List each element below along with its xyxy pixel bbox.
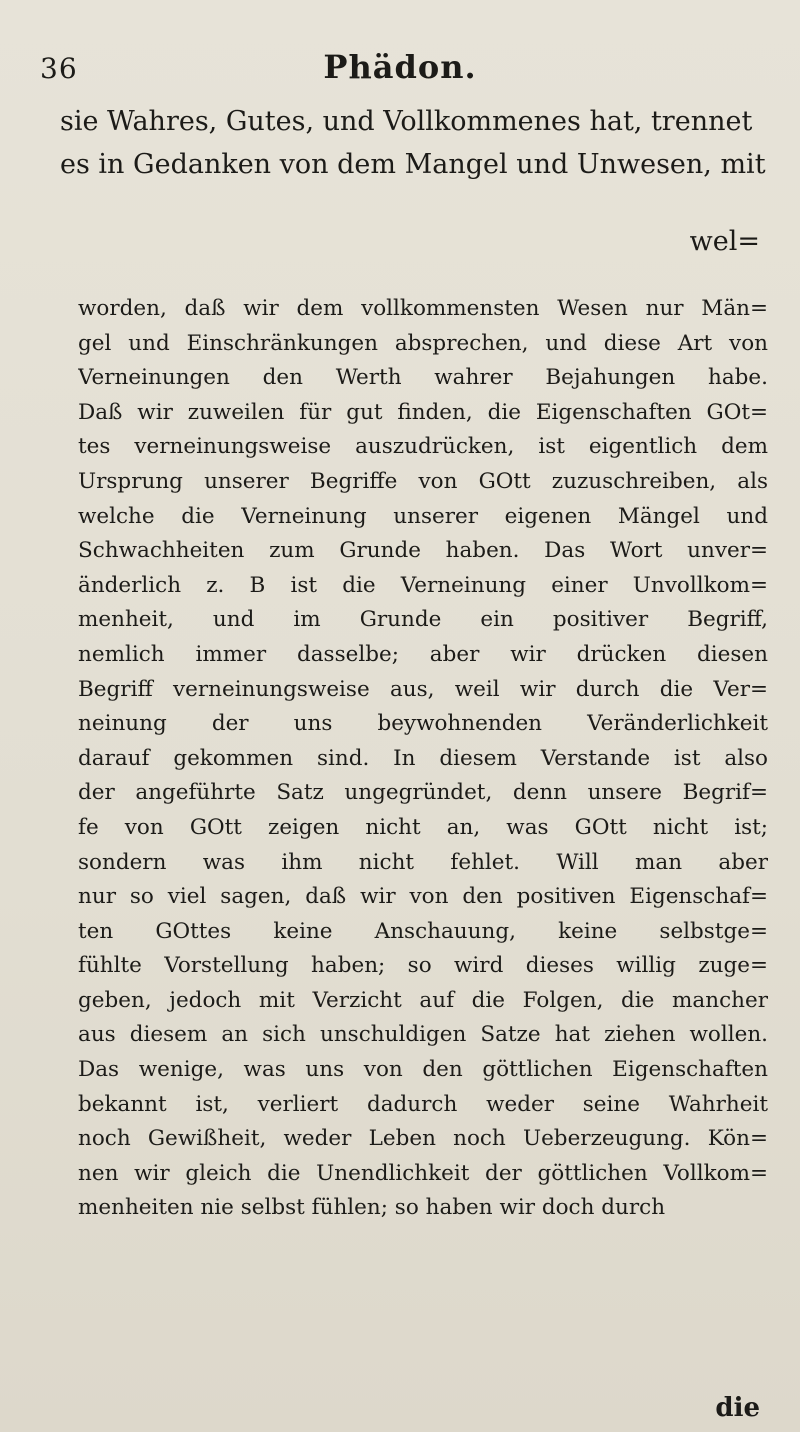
footnote-line: fühlte Vorstellung haben; so wird dieses willig zuge= xyxy=(78,953,768,979)
footnote-line: Begriff verneinungsweise aus, weil wir durch die Ver= xyxy=(78,676,768,702)
footnote-line: neinung der uns beywohnenden Veränderlichkeit xyxy=(78,711,768,737)
footnote-line: tes verneinungsweise auszudrücken, ist eigentlich dem xyxy=(78,434,768,460)
footnote-line: geben, jedoch mit Verzicht auf die Folgen, die mancher xyxy=(78,987,768,1013)
main-text xyxy=(60,100,766,186)
footnote-line: der angeführte Satz ungegründet, denn unsere Begrif= xyxy=(78,780,768,806)
page-header xyxy=(40,48,760,88)
footnote-line: Ursprung unserer Begriffe von GOtt zuzuschreiben, als xyxy=(78,468,768,494)
footnote-line: ten GOttes keine Anschauung, keine selbstge= xyxy=(78,918,768,944)
footnote-line: darauf gekommen sind. In diesem Verstande ist also xyxy=(78,745,768,771)
main-text-line: sie Wahres, Gutes, und Vollkommenes hat, trennet xyxy=(60,106,753,137)
footnote-block xyxy=(78,292,768,1226)
footnote-line: welche die Verneinung unserer eigenen Mängel und xyxy=(78,503,768,529)
catchword: wel= xyxy=(689,226,760,257)
footnote-line: nemlich immer dasselbe; aber wir drücken diesen xyxy=(78,641,768,667)
footnote-line: menheit, und im Grunde ein positiver Begriff, xyxy=(78,607,768,633)
footnote-line: menheiten nie selbst fühlen; so haben wir doch durch xyxy=(78,1195,666,1221)
footnote-line: Verneinungen den Werth wahrer Bejahungen habe. xyxy=(78,365,768,391)
footnote-line: Das wenige, was uns von den göttlichen Eigenschaften xyxy=(78,1057,768,1083)
footnote-line: aus diesem an sich unschuldigen Satze hat ziehen wollen. xyxy=(78,1022,768,1048)
footnote-line: Schwachheiten zum Grunde haben. Das Wort unver= xyxy=(78,538,768,564)
footnote-line: sondern was ihm nicht fehlet. Will man aber xyxy=(78,849,768,875)
footnote-line: worden, daß wir dem vollkommensten Wesen nur Män= xyxy=(78,296,768,321)
main-text-line: es in Gedanken von dem Mangel und Unwesen, mit xyxy=(60,149,766,180)
page-number: 36 xyxy=(40,52,78,85)
footnote-line: änderlich z. B ist die Verneinung einer Unvollkom= xyxy=(78,572,768,598)
footnote-line: nur so viel sagen, daß wir von den positiven Eigenschaf= xyxy=(78,884,768,910)
footnote-line: Daß wir zuweilen für gut finden, die Eigenschaften GOt= xyxy=(78,399,768,425)
footnote-line: bekannt ist, verliert dadurch weder seine Wahrheit xyxy=(78,1091,768,1117)
bottom-catchword: die xyxy=(715,1393,760,1423)
footnote-line: nen wir gleich die Unendlichkeit der göttlichen Vollkom= xyxy=(78,1160,768,1186)
footnote-line: noch Gewißheit, weder Leben noch Ueberzeugung. Kön= xyxy=(78,1126,768,1152)
footnote-line: gel und Einschränkungen absprechen, und diese Art von xyxy=(78,330,768,356)
running-head: Phädon. xyxy=(323,48,477,86)
footnote-line: fe von GOtt zeigen nicht an, was GOtt nicht ist; xyxy=(78,814,768,840)
